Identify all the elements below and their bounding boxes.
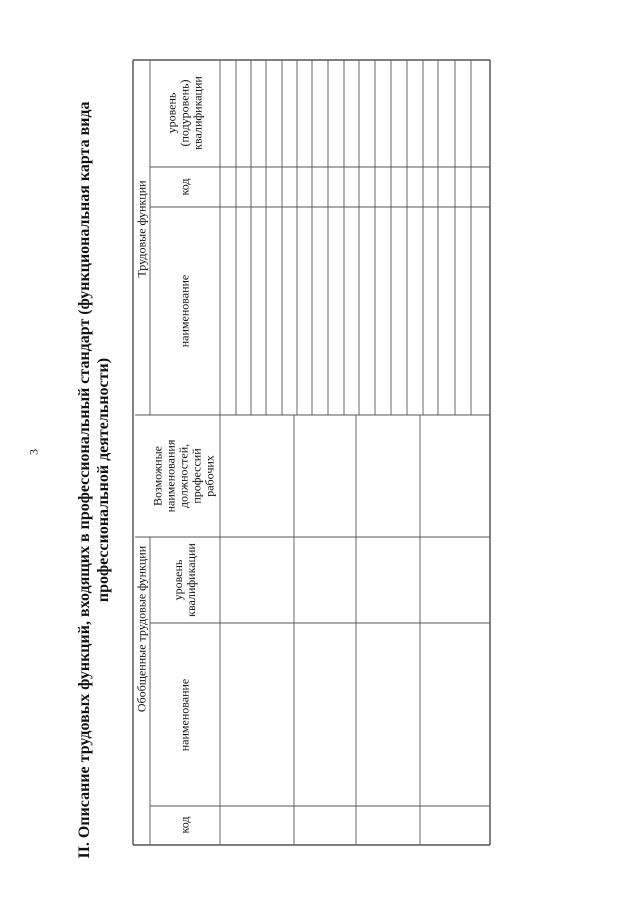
page-number: 3 [26,449,41,455]
positions-header-line-5: рабочих [202,455,217,497]
generalized-functions-header: Обобщенные трудовые функции [134,545,149,713]
generalized-name-header: наименование [177,678,192,752]
labor-function-name-header: наименование [177,274,192,348]
tf-level-header-line-2: (подуровень) [177,79,192,147]
level-header-line-1: уровень [171,559,185,601]
positions-header-line-2: наименования [163,439,178,513]
generalized-level-header [172,543,198,617]
labor-function-level-header [166,76,205,150]
generalized-code-header: код [177,816,192,834]
labor-function-code-header: код [177,178,192,196]
positions-header-line-3: должностей, [176,443,191,509]
tf-level-header-line-1: уровень [164,92,179,134]
positions-header [152,440,217,513]
labor-functions-header: Трудовые функции [134,180,149,278]
tf-level-header-line-3: квалификации [190,76,205,150]
level-header-line-2: квалификации [184,543,198,617]
title-line-2: профессиональной деятельности) [95,357,112,603]
title-line-1: II. Описание трудовых функций, входящих в профессиональный стандарт (функциональная карта вида [76,101,93,859]
positions-header-line-4: профессий [189,448,204,504]
positions-header-line-1: Возможные [150,446,165,506]
